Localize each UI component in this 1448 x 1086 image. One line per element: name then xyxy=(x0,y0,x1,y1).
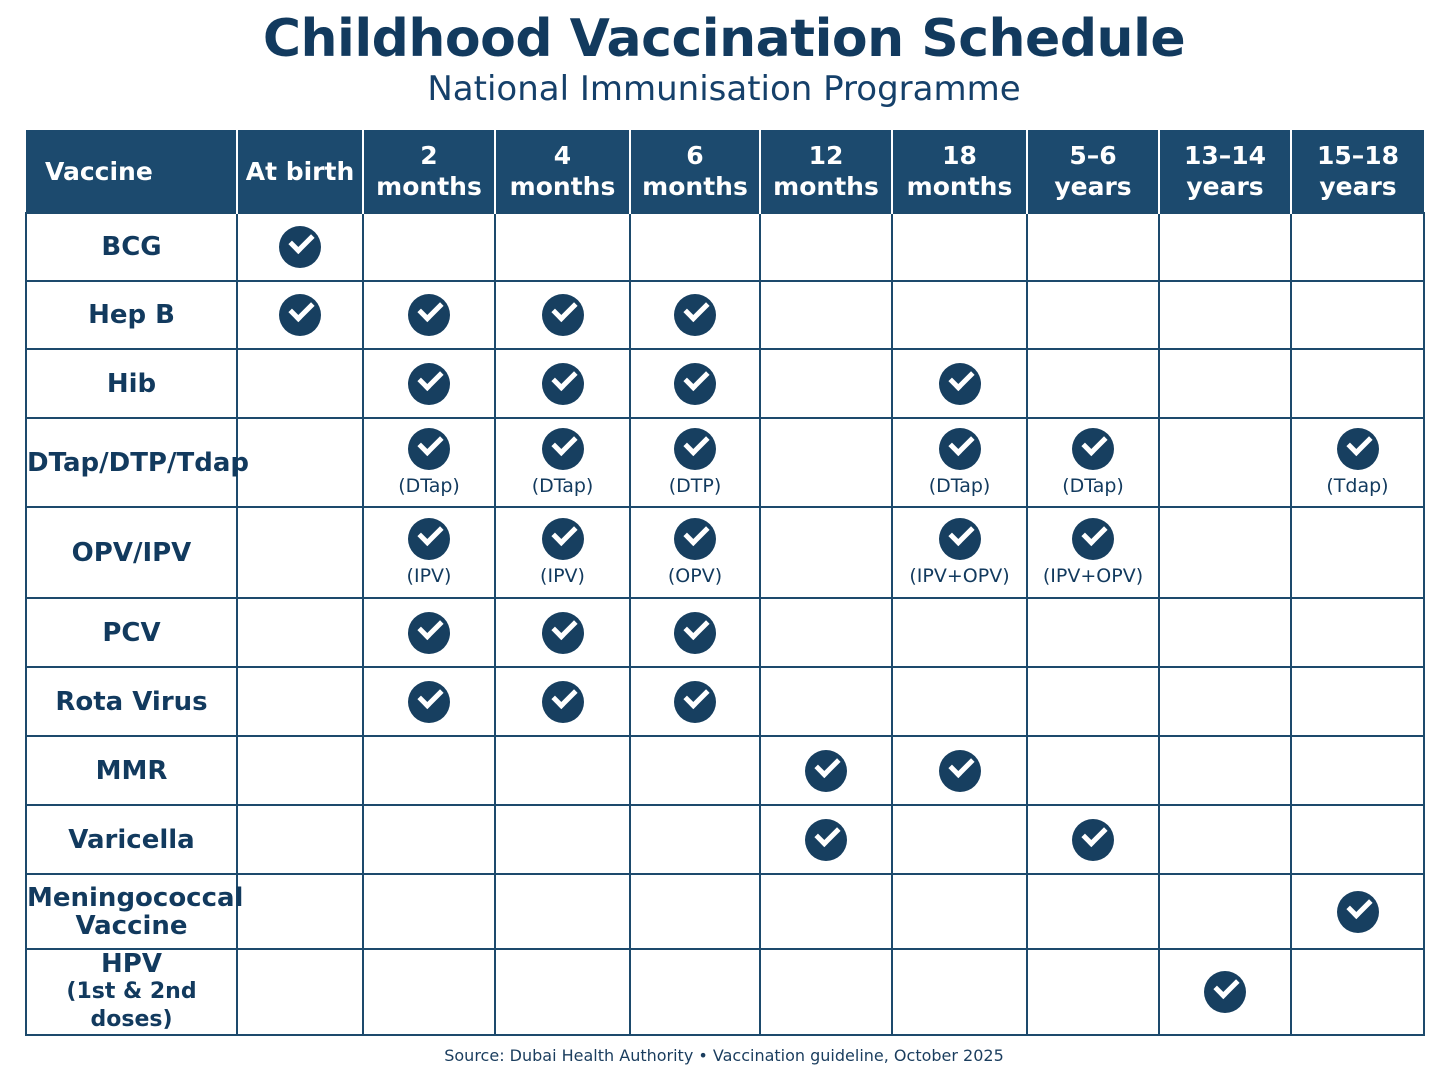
column-header-18-months: 18 months xyxy=(892,130,1027,213)
schedule-cell xyxy=(1027,805,1159,874)
column-header-15-18-years: 15–18 years xyxy=(1291,130,1424,213)
checkmark-icon xyxy=(408,428,450,470)
vaccine-name-cell xyxy=(26,349,237,418)
schedule-cell xyxy=(363,598,495,667)
column-header-vaccine: Vaccine xyxy=(26,130,237,213)
vaccine-name-cell xyxy=(26,949,237,1035)
schedule-cell xyxy=(760,281,892,349)
schedule-cell xyxy=(892,281,1027,349)
checkmark-icon xyxy=(805,819,847,861)
vaccine-name: BCG xyxy=(101,232,162,262)
checkmark-icon xyxy=(542,518,584,560)
table-row xyxy=(26,281,1424,349)
schedule-cell xyxy=(1027,349,1159,418)
dose-type-note: (DTap) xyxy=(1062,475,1124,497)
schedule-cell xyxy=(1159,736,1291,805)
schedule-cell xyxy=(760,805,892,874)
vaccine-dose-note: (1st & 2nd doses) xyxy=(66,979,197,1032)
column-header-6-months: 6 months xyxy=(630,130,760,213)
schedule-cell xyxy=(892,874,1027,949)
table-row xyxy=(26,213,1424,281)
schedule-cell xyxy=(495,507,630,598)
schedule-cell xyxy=(892,349,1027,418)
vaccine-name: MMR xyxy=(95,755,168,786)
schedule-cell xyxy=(495,281,630,349)
schedule-cell xyxy=(1291,213,1424,281)
schedule-cell xyxy=(495,213,630,281)
schedule-cell xyxy=(630,418,760,507)
schedule-cell xyxy=(237,874,363,949)
header-row xyxy=(26,130,1424,213)
schedule-cell xyxy=(363,667,495,736)
schedule-cell xyxy=(363,507,495,598)
page-title: Childhood Vaccination Schedule xyxy=(262,9,1186,69)
schedule-cell xyxy=(1027,507,1159,598)
schedule-cell xyxy=(760,736,892,805)
vaccine-name: Varicella xyxy=(68,824,195,855)
checkmark-icon xyxy=(1072,428,1114,470)
schedule-cell xyxy=(760,949,892,1035)
schedule-cell xyxy=(1027,949,1159,1035)
schedule-cell xyxy=(1159,949,1291,1035)
column-header-2-months: 2 months xyxy=(363,130,495,213)
checkmark-icon xyxy=(939,518,981,560)
schedule-cell xyxy=(1159,281,1291,349)
schedule-cell xyxy=(630,281,760,349)
schedule-cell xyxy=(630,507,760,598)
checkmark-icon xyxy=(408,681,450,723)
schedule-cell xyxy=(237,281,363,349)
column-header-13-14-years: 13–14 years xyxy=(1159,130,1291,213)
checkmark-icon xyxy=(939,363,981,405)
schedule-cell xyxy=(237,598,363,667)
schedule-cell xyxy=(1291,281,1424,349)
schedule-cell xyxy=(1027,874,1159,949)
schedule-cell xyxy=(495,667,630,736)
column-header-5-6-years: 5–6 years xyxy=(1027,130,1159,213)
schedule-cell xyxy=(237,949,363,1035)
schedule-cell xyxy=(630,874,760,949)
schedule-cell xyxy=(630,805,760,874)
schedule-cell xyxy=(760,507,892,598)
schedule-cell xyxy=(363,418,495,507)
schedule-cell xyxy=(1159,598,1291,667)
schedule-cell xyxy=(363,805,495,874)
vaccine-name-cell xyxy=(26,667,237,736)
vaccine-name-cell xyxy=(26,805,237,874)
table-row xyxy=(26,507,1424,598)
vaccine-name-cell xyxy=(26,418,249,507)
column-header-12-months: 12 months xyxy=(760,130,892,213)
checkmark-icon xyxy=(1204,971,1246,1013)
checkmark-icon xyxy=(939,750,981,792)
schedule-body xyxy=(26,213,1424,1035)
schedule-cell xyxy=(630,598,760,667)
vaccination-schedule-table xyxy=(25,130,1425,1036)
checkmark-icon xyxy=(1337,428,1379,470)
vaccine-name: HPV xyxy=(101,949,162,979)
dose-type-note: (IPV+OPV) xyxy=(1042,565,1144,587)
page-subtitle: National Immunisation Programme xyxy=(427,69,1021,109)
vaccine-name-cell xyxy=(26,598,237,667)
schedule-cell xyxy=(1027,667,1159,736)
schedule-cell xyxy=(892,418,1027,507)
vaccine-name-cell xyxy=(26,507,237,598)
checkmark-icon xyxy=(674,363,716,405)
schedule-cell xyxy=(892,805,1027,874)
table-row xyxy=(26,418,1424,507)
checkmark-icon xyxy=(674,518,716,560)
schedule-cell xyxy=(892,598,1027,667)
schedule-cell xyxy=(363,349,495,418)
vaccine-name-cell xyxy=(26,874,244,949)
checkmark-icon xyxy=(408,363,450,405)
dose-type-note: (Tdap) xyxy=(1326,475,1389,497)
checkmark-icon xyxy=(1337,891,1379,933)
schedule-cell xyxy=(630,213,760,281)
dose-type-note: (IPV) xyxy=(540,565,585,587)
schedule-cell xyxy=(1027,736,1159,805)
checkmark-icon xyxy=(1072,819,1114,861)
checkmark-icon xyxy=(542,612,584,654)
schedule-cell xyxy=(495,598,630,667)
schedule-cell xyxy=(363,949,495,1035)
schedule-cell xyxy=(1291,874,1424,949)
schedule-cell xyxy=(495,805,630,874)
column-header-4-months: 4 months xyxy=(495,130,630,213)
schedule-cell xyxy=(1159,418,1291,507)
vaccine-name: Meningococcal Vaccine xyxy=(27,882,244,941)
checkmark-icon xyxy=(674,428,716,470)
schedule-cell xyxy=(760,667,892,736)
vaccine-name-cell xyxy=(26,281,237,349)
checkmark-icon xyxy=(408,612,450,654)
dose-type-note: (IPV) xyxy=(406,565,452,587)
schedule-cell xyxy=(892,507,1027,598)
schedule-cell xyxy=(363,213,495,281)
column-header-at-birth: At birth xyxy=(237,130,363,213)
table-row xyxy=(26,598,1424,667)
schedule-cell xyxy=(495,949,630,1035)
table-row xyxy=(26,949,1424,1035)
schedule-cell xyxy=(237,736,363,805)
checkmark-icon xyxy=(408,518,450,560)
schedule-cell xyxy=(892,667,1027,736)
schedule-cell xyxy=(237,507,363,598)
checkmark-icon xyxy=(408,294,450,336)
schedule-cell xyxy=(1159,667,1291,736)
schedule-cell xyxy=(630,736,760,805)
schedule-cell xyxy=(760,213,892,281)
schedule-cell xyxy=(760,874,892,949)
schedule-cell xyxy=(1291,598,1424,667)
schedule-cell xyxy=(630,949,760,1035)
vaccine-name: Rota Virus xyxy=(55,686,208,717)
schedule-cell xyxy=(1159,349,1291,418)
schedule-cell xyxy=(237,667,363,736)
checkmark-icon xyxy=(542,294,584,336)
dose-type-note: (DTap) xyxy=(531,475,594,497)
checkmark-icon xyxy=(1072,518,1114,560)
schedule-cell xyxy=(1159,805,1291,874)
schedule-cell xyxy=(1027,213,1159,281)
checkmark-icon xyxy=(805,750,847,792)
vaccine-name: Hep B xyxy=(88,300,175,330)
schedule-cell xyxy=(237,213,363,281)
schedule-cell xyxy=(892,213,1027,281)
schedule-cell xyxy=(495,874,630,949)
schedule-cell xyxy=(495,349,630,418)
checkmark-icon xyxy=(674,612,716,654)
dose-type-note: (IPV+OPV) xyxy=(909,565,1010,587)
schedule-cell xyxy=(363,736,495,805)
schedule-cell xyxy=(892,949,1027,1035)
schedule-cell xyxy=(495,418,630,507)
schedule-cell xyxy=(1291,418,1424,507)
checkmark-icon xyxy=(674,294,716,336)
schedule-cell xyxy=(363,281,495,349)
checkmark-icon xyxy=(542,363,584,405)
table-row xyxy=(26,736,1424,805)
schedule-cell xyxy=(1159,874,1291,949)
schedule-cell xyxy=(237,349,363,418)
schedule-cell xyxy=(630,349,760,418)
checkmark-icon xyxy=(279,226,321,268)
checkmark-icon xyxy=(279,294,321,336)
vaccine-name-cell xyxy=(26,736,237,805)
schedule-cell xyxy=(1027,281,1159,349)
schedule-cell xyxy=(1291,805,1424,874)
schedule-cell xyxy=(1291,507,1424,598)
checkmark-icon xyxy=(674,681,716,723)
schedule-cell xyxy=(1291,349,1424,418)
schedule-cell xyxy=(1291,949,1424,1035)
vaccine-name: DTap/DTP/Tdap xyxy=(27,447,249,478)
schedule-cell xyxy=(1291,667,1424,736)
checkmark-icon xyxy=(542,428,584,470)
dose-type-note: (DTap) xyxy=(928,475,991,497)
table-row xyxy=(26,349,1424,418)
schedule-cell xyxy=(237,805,363,874)
schedule-cell xyxy=(1027,598,1159,667)
schedule-cell xyxy=(237,418,363,507)
table-row xyxy=(26,874,1424,949)
schedule-cell xyxy=(1291,736,1424,805)
dose-type-note: (DTap) xyxy=(398,475,460,497)
table-row xyxy=(26,667,1424,736)
vaccine-name: Hib xyxy=(106,368,157,399)
schedule-cell xyxy=(630,667,760,736)
table-row xyxy=(26,805,1424,874)
checkmark-icon xyxy=(939,428,981,470)
dose-type-note: (DTP) xyxy=(668,475,722,497)
schedule-cell xyxy=(760,349,892,418)
vaccine-name: PCV xyxy=(102,617,161,648)
source-note: Source: Dubai Health Authority • Vaccination guideline, October 2025 xyxy=(444,1046,1004,1065)
schedule-cell xyxy=(1159,507,1291,598)
schedule-cell xyxy=(760,418,892,507)
schedule-cell xyxy=(1159,213,1291,281)
schedule-cell xyxy=(760,598,892,667)
schedule-cell xyxy=(495,736,630,805)
schedule-cell xyxy=(892,736,1027,805)
schedule-cell xyxy=(1027,418,1159,507)
schedule-cell xyxy=(363,874,495,949)
vaccine-name: OPV/IPV xyxy=(71,537,192,568)
checkmark-icon xyxy=(542,681,584,723)
vaccine-name-cell xyxy=(26,213,237,281)
dose-type-note: (OPV) xyxy=(667,565,723,587)
